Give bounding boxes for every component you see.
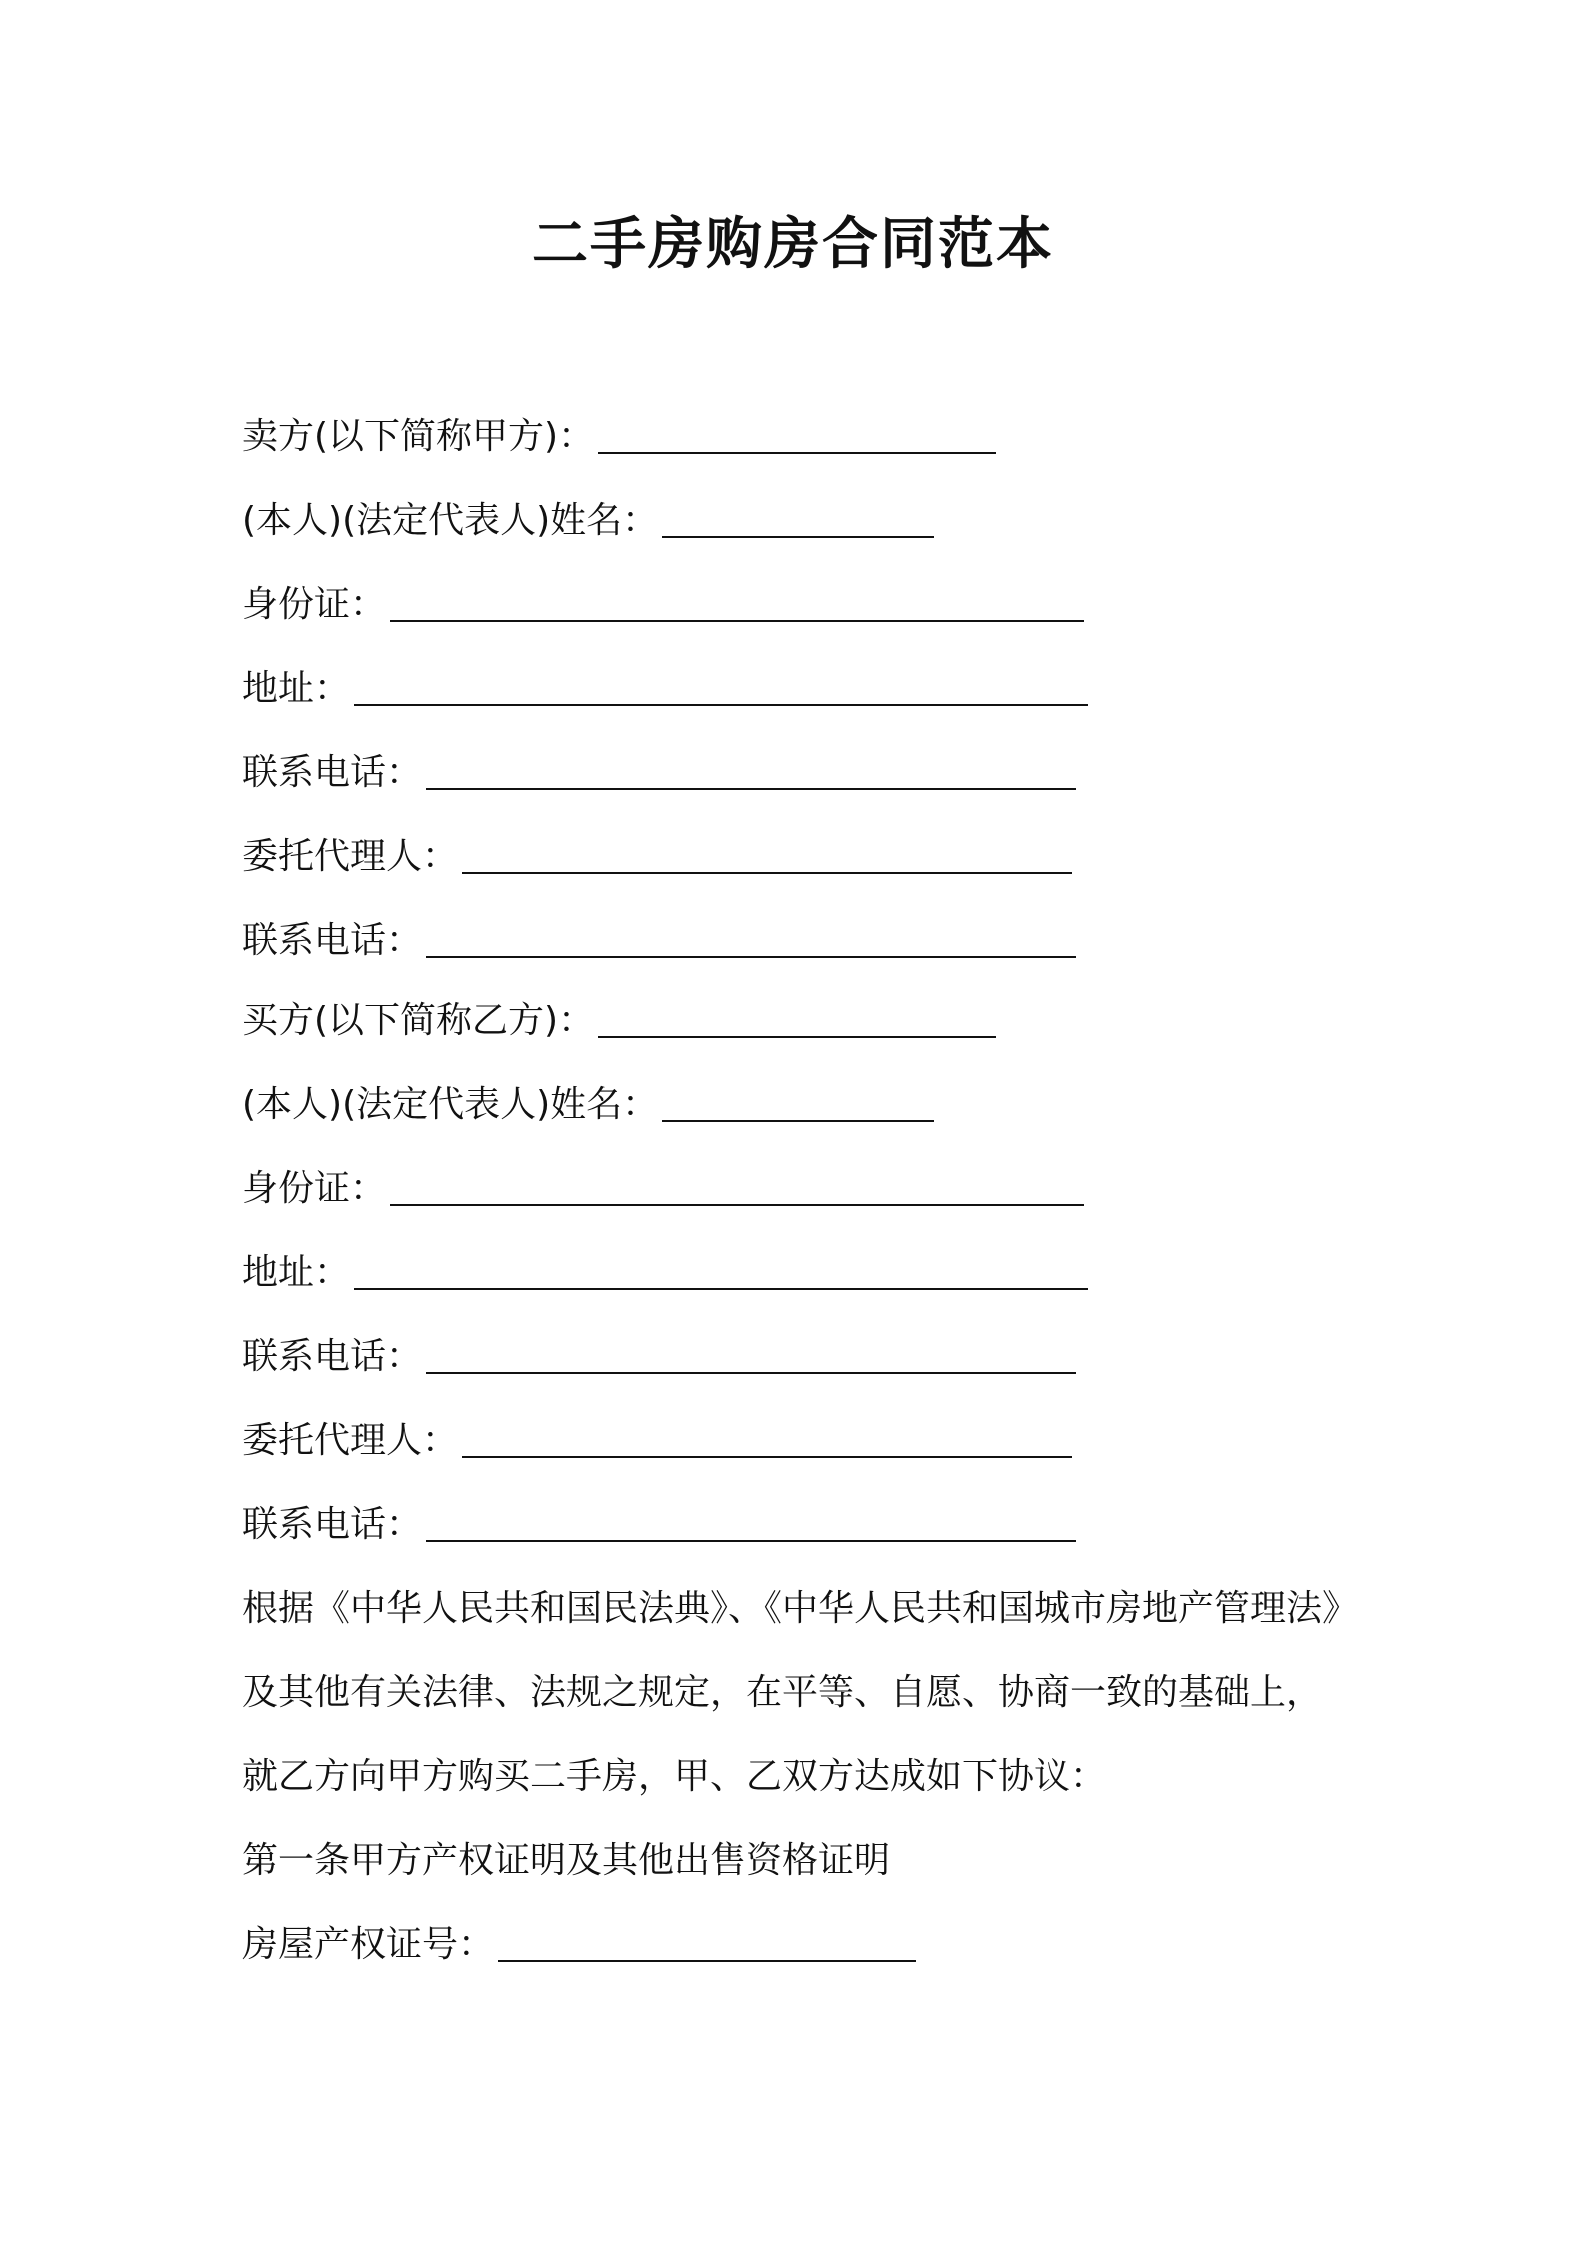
preamble-line-2: 及其他有关法律、法规之规定，在平等、自愿、协商一致的基础上， <box>242 1672 1323 1713</box>
seller-agent-blank[interactable] <box>462 834 1072 874</box>
seller-agent-phone-line <box>242 916 1076 966</box>
seller-address-blank[interactable] <box>354 666 1088 706</box>
preamble-line-3: 就乙方向甲方购买二手房，甲、乙双方达成如下协议： <box>242 1756 1107 1797</box>
certificate-no-label: 房屋产权证号： <box>242 1924 495 1965</box>
buyer-phone-label: 联系电话： <box>242 1336 423 1377</box>
seller-party-line <box>242 412 996 462</box>
buyer-name-line <box>242 1080 934 1130</box>
buyer-address-blank[interactable] <box>354 1250 1088 1290</box>
seller-id-label: 身份证： <box>242 584 387 625</box>
buyer-agent-phone-blank[interactable] <box>426 1502 1076 1542</box>
seller-party-blank[interactable] <box>598 414 996 454</box>
buyer-id-blank[interactable] <box>390 1166 1084 1206</box>
buyer-agent-label: 委托代理人： <box>242 1420 459 1461</box>
seller-id-line <box>242 580 1084 630</box>
seller-name-label: (本人)(法定代表人)姓名： <box>242 500 659 541</box>
seller-name-blank[interactable] <box>662 498 934 538</box>
preamble-line-1: 根据《中华人民共和国民法典》、《中华人民共和国城市房地产管理法》 <box>242 1588 1359 1629</box>
certificate-no-line <box>242 1920 916 1970</box>
buyer-party-label: 买方(以下简称乙方)： <box>242 1000 595 1041</box>
buyer-id-label: 身份证： <box>242 1168 387 1209</box>
buyer-address-label: 地址： <box>242 1252 351 1293</box>
seller-agent-line <box>242 832 1072 882</box>
article1-heading: 第一条甲方产权证明及其他出售资格证明 <box>242 1840 891 1881</box>
seller-address-label: 地址： <box>242 668 351 709</box>
seller-agent-phone-label: 联系电话： <box>242 920 423 961</box>
seller-name-line <box>242 496 934 546</box>
buyer-party-line <box>242 996 996 1046</box>
seller-phone-label: 联系电话： <box>242 752 423 793</box>
seller-phone-blank[interactable] <box>426 750 1076 790</box>
seller-agent-phone-blank[interactable] <box>426 918 1076 958</box>
seller-party-label: 卖方(以下简称甲方)： <box>242 416 595 457</box>
buyer-phone-blank[interactable] <box>426 1334 1076 1374</box>
buyer-agent-phone-line <box>242 1500 1076 1550</box>
seller-id-blank[interactable] <box>390 582 1084 622</box>
seller-address-line <box>242 664 1088 714</box>
buyer-name-label: (本人)(法定代表人)姓名： <box>242 1084 659 1125</box>
seller-agent-label: 委托代理人： <box>242 836 459 877</box>
buyer-agent-phone-label: 联系电话： <box>242 1504 423 1545</box>
seller-phone-line <box>242 748 1076 798</box>
buyer-agent-blank[interactable] <box>462 1418 1072 1458</box>
buyer-agent-line <box>242 1416 1072 1466</box>
buyer-address-line <box>242 1248 1088 1298</box>
buyer-id-line <box>242 1164 1084 1214</box>
certificate-no-blank[interactable] <box>498 1922 916 1962</box>
document-title: 二手房购房合同范本 <box>532 212 1054 277</box>
buyer-phone-line <box>242 1332 1076 1382</box>
buyer-name-blank[interactable] <box>662 1082 934 1122</box>
buyer-party-blank[interactable] <box>598 998 996 1038</box>
